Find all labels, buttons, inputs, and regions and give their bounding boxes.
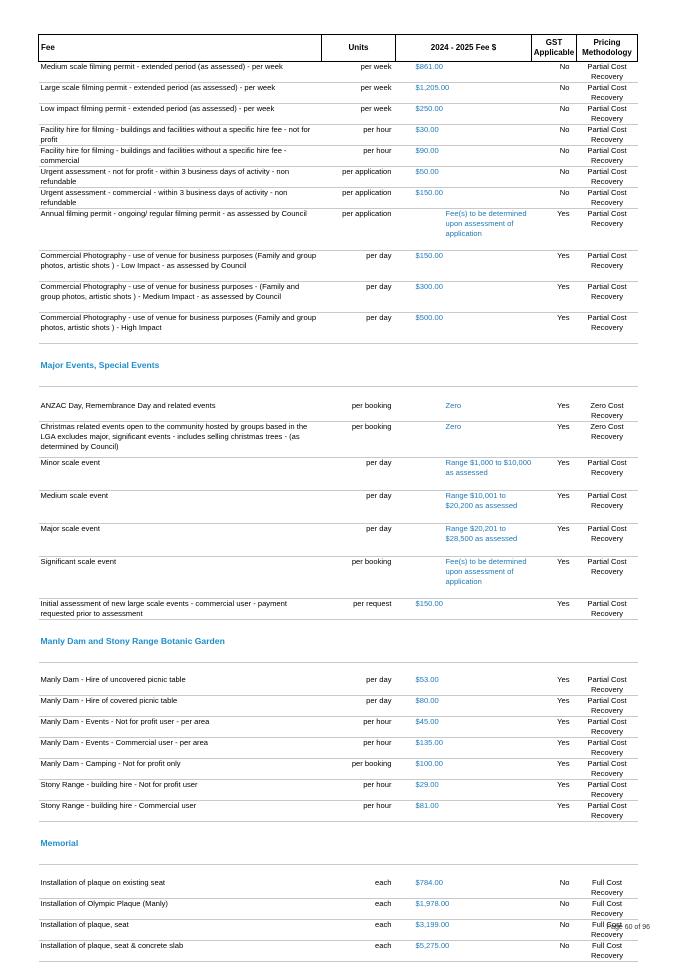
row-gst: Yes <box>532 675 577 696</box>
row-description: Stony Range - building hire - Commercial user <box>39 801 322 822</box>
row-unit: per day <box>322 313 396 344</box>
table-row <box>39 167 638 188</box>
row-method: Full Cost Recovery <box>577 920 638 941</box>
row-fee: $150.00 <box>396 251 532 282</box>
header-gst: GST Applicable <box>532 35 577 62</box>
table-row <box>39 920 638 941</box>
table-row <box>39 491 638 524</box>
row-fee: Range $10,001 to $20,200 as assessed <box>396 491 532 524</box>
row-gst: Yes <box>532 801 577 822</box>
row-fee: $1,205.00 <box>396 83 532 104</box>
row-unit: per hour <box>322 801 396 822</box>
row-gst: No <box>532 125 577 146</box>
table-row <box>39 524 638 557</box>
row-description: Commercial Photography - use of venue for business purposes - (Family and group photos, artistic shots ) - Medium Impact - as assessed by Council <box>39 282 322 313</box>
row-method: Partial Cost Recovery <box>577 313 638 344</box>
row-gst: Yes <box>532 313 577 344</box>
row-method: Partial Cost Recovery <box>577 83 638 104</box>
row-unit: per hour <box>322 738 396 759</box>
row-method: Full Cost Recovery <box>577 878 638 899</box>
row-gst: Yes <box>532 282 577 313</box>
table-row <box>39 717 638 738</box>
row-description: Installation of plaque, seat & concrete slab <box>39 941 322 962</box>
row-description: Initial assessment of new large scale events - commercial user - payment requested prior to assessment <box>39 599 322 620</box>
table-body <box>39 62 638 962</box>
table-row <box>39 188 638 209</box>
row-description: Significant scale event <box>39 557 322 599</box>
row-fee: Range $1,000 to $10,000 as assessed <box>396 458 532 491</box>
row-description: Urgent assessment - commercial - within 3 business days of activity - non refundable <box>39 188 322 209</box>
row-gst: No <box>532 83 577 104</box>
row-unit: per day <box>322 675 396 696</box>
row-unit: per day <box>322 282 396 313</box>
row-unit: per week <box>322 104 396 125</box>
row-method: Partial Cost Recovery <box>577 738 638 759</box>
row-description: Manly Dam - Events - Commercial user - per area <box>39 738 322 759</box>
row-unit: per booking <box>322 759 396 780</box>
table-header-row <box>39 35 638 62</box>
table-row <box>39 125 638 146</box>
row-fee: Zero <box>396 422 532 458</box>
row-method: Partial Cost Recovery <box>577 209 638 251</box>
row-fee: $80.00 <box>396 696 532 717</box>
table-row <box>39 422 638 458</box>
section-heading: Memorial <box>39 822 638 865</box>
spacer-row <box>39 865 638 878</box>
row-description: Urgent assessment - not for profit - within 3 business days of activity - non refundable <box>39 167 322 188</box>
row-method: Partial Cost Recovery <box>577 167 638 188</box>
table-row <box>39 146 638 167</box>
table-row <box>39 899 638 920</box>
row-method: Partial Cost Recovery <box>577 62 638 83</box>
row-unit: per booking <box>322 401 396 422</box>
row-unit: per request <box>322 599 396 620</box>
row-unit: each <box>322 878 396 899</box>
row-method: Partial Cost Recovery <box>577 599 638 620</box>
row-unit: per week <box>322 62 396 83</box>
row-fee: $45.00 <box>396 717 532 738</box>
table-row <box>39 780 638 801</box>
row-gst: Yes <box>532 524 577 557</box>
row-description: Low impact filming permit - extended period (as assessed) - per week <box>39 104 322 125</box>
row-gst: Yes <box>532 599 577 620</box>
row-method: Partial Cost Recovery <box>577 458 638 491</box>
row-unit: per day <box>322 696 396 717</box>
row-gst: Yes <box>532 491 577 524</box>
table-row <box>39 458 638 491</box>
table-row <box>39 401 638 422</box>
fees-table <box>38 34 638 962</box>
table-row <box>39 209 638 251</box>
row-unit: per day <box>322 491 396 524</box>
row-unit: per week <box>322 83 396 104</box>
section-heading-row <box>39 620 638 663</box>
row-fee: Fee(s) to be determined upon assessment of application <box>396 557 532 599</box>
row-description: Facility hire for filming - buildings and facilities without a specific hire fee - not for profit <box>39 125 322 146</box>
section-heading: Major Events, Special Events <box>39 344 638 387</box>
row-unit: per booking <box>322 422 396 458</box>
row-method: Full Cost Recovery <box>577 941 638 962</box>
row-fee: $150.00 <box>396 599 532 620</box>
row-unit: per application <box>322 188 396 209</box>
row-fee: Fee(s) to be determined upon assessment of application <box>396 209 532 251</box>
row-unit: per hour <box>322 125 396 146</box>
table-row <box>39 62 638 83</box>
row-description: Medium scale filming permit - extended period (as assessed) - per week <box>39 62 322 83</box>
header-method: Pricing Methodology <box>577 35 638 62</box>
row-method: Partial Cost Recovery <box>577 759 638 780</box>
table-row <box>39 738 638 759</box>
section-heading: Manly Dam and Stony Range Botanic Garden <box>39 620 638 663</box>
row-description: Facility hire for filming - buildings and facilities without a specific hire fee - commercial <box>39 146 322 167</box>
row-fee: $1,978.00 <box>396 899 532 920</box>
row-fee: $861.00 <box>396 62 532 83</box>
row-unit: each <box>322 920 396 941</box>
row-description: Stony Range - building hire - Not for profit user <box>39 780 322 801</box>
row-gst: No <box>532 899 577 920</box>
header-fee: Fee <box>39 35 322 62</box>
section-heading-row <box>39 822 638 865</box>
row-method: Zero Cost Recovery <box>577 401 638 422</box>
row-description: Large scale filming permit - extended period (as assessed) - per week <box>39 83 322 104</box>
row-unit: per application <box>322 167 396 188</box>
row-method: Partial Cost Recovery <box>577 780 638 801</box>
row-unit: per day <box>322 251 396 282</box>
row-description: Commercial Photography - use of venue for business purposes (Family and group photos, artistic shots ) - High Impact <box>39 313 322 344</box>
row-gst: Yes <box>532 780 577 801</box>
row-gst: No <box>532 62 577 83</box>
row-description: Manly Dam - Hire of uncovered picnic table <box>39 675 322 696</box>
row-fee: $500.00 <box>396 313 532 344</box>
row-method: Partial Cost Recovery <box>577 524 638 557</box>
row-fee: $150.00 <box>396 188 532 209</box>
spacer-row <box>39 387 638 401</box>
row-gst: No <box>532 167 577 188</box>
section-heading-row <box>39 344 638 387</box>
row-description: Commercial Photography - use of venue for business purposes (Family and group photos, artistic shots ) - Low Impact - as assessed by Council <box>39 251 322 282</box>
table-row <box>39 878 638 899</box>
spacer-cell <box>39 663 638 675</box>
row-unit: per hour <box>322 780 396 801</box>
row-method: Partial Cost Recovery <box>577 801 638 822</box>
row-method: Partial Cost Recovery <box>577 717 638 738</box>
row-gst: No <box>532 146 577 167</box>
row-description: ANZAC Day, Remembrance Day and related events <box>39 401 322 422</box>
table-row <box>39 675 638 696</box>
row-fee: $53.00 <box>396 675 532 696</box>
row-gst: No <box>532 188 577 209</box>
row-gst: Yes <box>532 759 577 780</box>
row-fee: $135.00 <box>396 738 532 759</box>
spacer-row <box>39 663 638 675</box>
row-unit: per day <box>322 458 396 491</box>
row-gst: No <box>532 104 577 125</box>
table-row <box>39 313 638 344</box>
row-description: Medium scale event <box>39 491 322 524</box>
row-gst: No <box>532 920 577 941</box>
table-row <box>39 696 638 717</box>
row-gst: Yes <box>532 557 577 599</box>
row-unit: per application <box>322 209 396 251</box>
table-row <box>39 251 638 282</box>
row-gst: Yes <box>532 401 577 422</box>
table-row <box>39 83 638 104</box>
row-method: Partial Cost Recovery <box>577 146 638 167</box>
row-description: Manly Dam - Events - Not for profit user - per area <box>39 717 322 738</box>
row-method: Partial Cost Recovery <box>577 557 638 599</box>
row-method: Partial Cost Recovery <box>577 251 638 282</box>
row-method: Partial Cost Recovery <box>577 188 638 209</box>
row-description: Major scale event <box>39 524 322 557</box>
row-fee: $5,275.00 <box>396 941 532 962</box>
table-row <box>39 599 638 620</box>
row-unit: per hour <box>322 717 396 738</box>
row-gst: Yes <box>532 738 577 759</box>
table-row <box>39 282 638 313</box>
row-fee: $29.00 <box>396 780 532 801</box>
page-number: Page 60 of 96 <box>606 924 650 931</box>
row-description: Annual filming permit - ongoing/ regular filming permit - as assessed by Council <box>39 209 322 251</box>
row-fee: $81.00 <box>396 801 532 822</box>
row-fee: $784.00 <box>396 878 532 899</box>
row-unit: each <box>322 899 396 920</box>
row-fee: $90.00 <box>396 146 532 167</box>
row-fee: $250.00 <box>396 104 532 125</box>
row-unit: each <box>322 941 396 962</box>
header-fee-year: 2024 - 2025 Fee $ <box>396 35 532 62</box>
row-unit: per day <box>322 524 396 557</box>
row-gst: Yes <box>532 458 577 491</box>
row-method: Full Cost Recovery <box>577 899 638 920</box>
row-gst: Yes <box>532 717 577 738</box>
table-row <box>39 557 638 599</box>
row-fee: $30.00 <box>396 125 532 146</box>
row-description: Manly Dam - Camping - Not for profit only <box>39 759 322 780</box>
row-fee: $300.00 <box>396 282 532 313</box>
row-fee: $50.00 <box>396 167 532 188</box>
table-row <box>39 801 638 822</box>
row-method: Zero Cost Recovery <box>577 422 638 458</box>
row-description: Minor scale event <box>39 458 322 491</box>
row-gst: Yes <box>532 696 577 717</box>
row-method: Partial Cost Recovery <box>577 675 638 696</box>
row-gst: Yes <box>532 422 577 458</box>
row-description: Installation of Olympic Plaque (Manly) <box>39 899 322 920</box>
table-row <box>39 759 638 780</box>
row-description: Installation of plaque on existing seat <box>39 878 322 899</box>
row-gst: No <box>532 941 577 962</box>
row-unit: per hour <box>322 146 396 167</box>
row-fee: $100.00 <box>396 759 532 780</box>
row-description: Manly Dam - Hire of covered picnic table <box>39 696 322 717</box>
row-fee: Zero <box>396 401 532 422</box>
row-method: Partial Cost Recovery <box>577 282 638 313</box>
row-gst: No <box>532 878 577 899</box>
row-method: Partial Cost Recovery <box>577 125 638 146</box>
header-units: Units <box>322 35 396 62</box>
row-method: Partial Cost Recovery <box>577 104 638 125</box>
table-row <box>39 104 638 125</box>
row-description: Christmas related events open to the community hosted by groups based in the LGA excludes major, significant events - includes selling christmas trees - (as determined by Council) <box>39 422 322 458</box>
spacer-cell <box>39 865 638 878</box>
row-unit: per booking <box>322 557 396 599</box>
row-fee: $3,199.00 <box>396 920 532 941</box>
row-gst: Yes <box>532 251 577 282</box>
row-method: Partial Cost Recovery <box>577 696 638 717</box>
table-row <box>39 941 638 962</box>
spacer-cell <box>39 387 638 401</box>
row-gst: Yes <box>532 209 577 251</box>
row-fee: Range $20,201 to $28,500 as assessed <box>396 524 532 557</box>
row-description: Installation of plaque, seat <box>39 920 322 941</box>
row-method: Partial Cost Recovery <box>577 491 638 524</box>
